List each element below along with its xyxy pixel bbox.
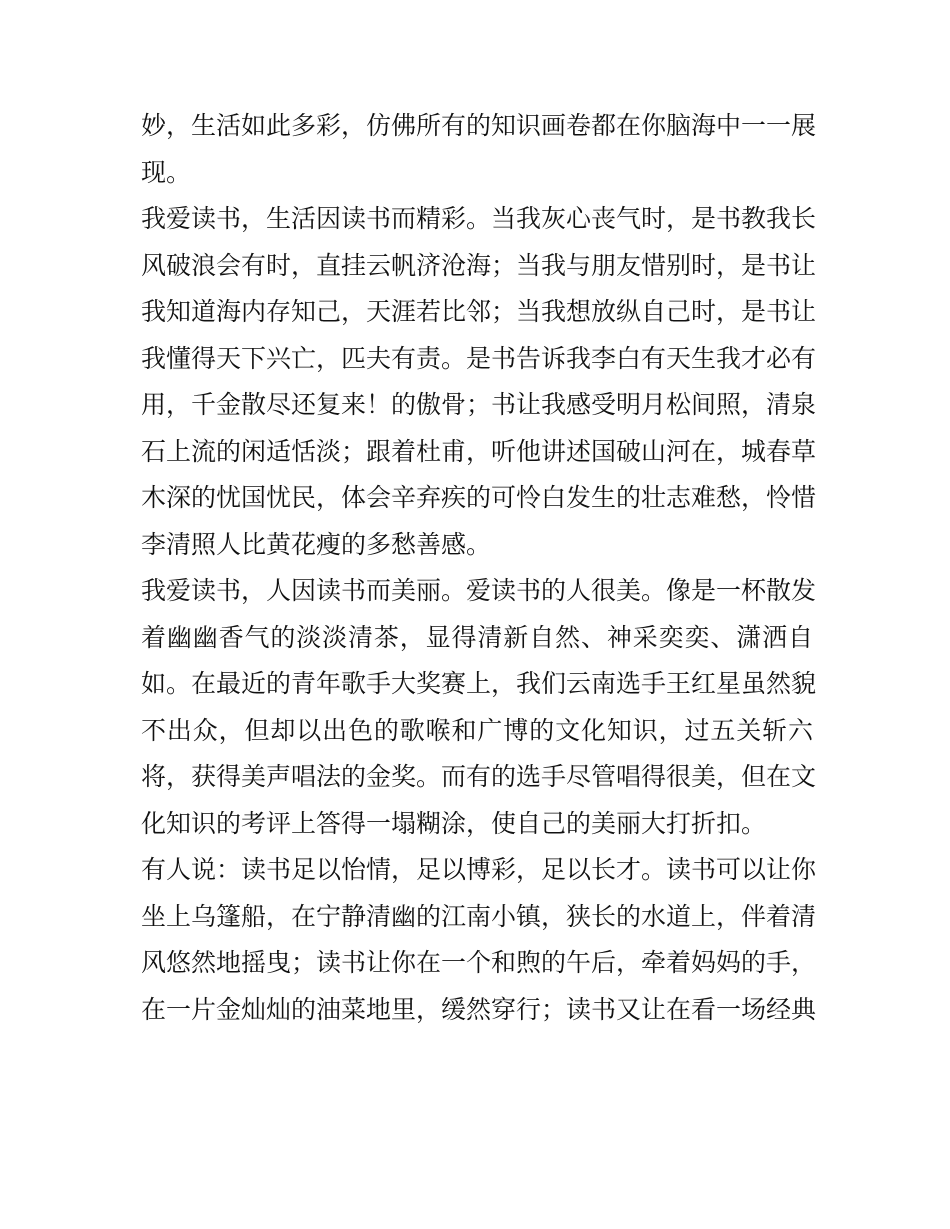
text-line: 风破浪会有时，直挂云帆济沧海；当我与朋友惜别时，是书让	[141, 250, 817, 280]
text-line: 有人说：读书足以怡情，足以博彩，足以长才。读书可以让你	[141, 855, 817, 884]
text-line: 我懂得天下兴亡，匹夫有责。是书告诉我李白有天生我才必有	[141, 343, 817, 373]
text-line: 用，千金散尽还复来！的傲骨；书让我感受明月松间照，清泉	[141, 390, 817, 419]
text-line: 李清照人比黄花瘦的多愁善感。	[141, 529, 492, 559]
text-line: 着幽幽香气的淡淡清茶，显得清新自然、神采奕奕、潇洒自	[141, 622, 813, 652]
text-line: 现。	[141, 157, 192, 187]
text-line: 我知道海内存知己，天涯若比邻；当我想放纵自己时，是书让	[141, 297, 817, 326]
paragraph-1	[141, 103, 817, 196]
paragraph-2	[141, 196, 817, 568]
text-line: 将，获得美声唱法的金奖。而有的选手尽管唱得很美，但在文	[141, 762, 817, 791]
text-line: 石上流的闲适恬淡；跟着杜甫，听他讲述国破山河在，城春草	[141, 436, 817, 466]
text-line: 不出众，但却以出色的歌喉和广博的文化知识，过五关斩六	[141, 715, 813, 745]
text-line: 坐上乌篷船，在宁静清幽的江南小镇，狭长的水道上，伴着清	[141, 901, 817, 931]
text-line: 如。在最近的青年歌手大奖赛上，我们云南选手王红星虽然貌	[141, 669, 817, 698]
text-line: 木深的忧国忧民，体会辛弃疾的可怜白发生的壮志难愁，怜惜	[141, 483, 817, 512]
paragraph-3	[141, 568, 817, 847]
text-line: 我爱读书，人因读书而美丽。爱读书的人很美。像是一杯散发	[141, 576, 817, 605]
paragraph-4	[141, 847, 817, 1033]
document-body	[141, 103, 817, 1033]
text-line: 化知识的考评上答得一塌糊涂，使自己的美丽大打折扣。	[141, 808, 767, 838]
text-line: 妙，生活如此多彩，仿佛所有的知识画卷都在你脑海中一一展	[141, 111, 817, 140]
text-line: 风悠然地摇曳；读书让你在一个和煦的午后，牵着妈妈的手，	[141, 948, 817, 977]
text-line: 在一片金灿灿的油菜地里，缓然穿行；读书又让在看一场经典	[141, 994, 817, 1024]
text-line: 我爱读书，生活因读书而精彩。当我灰心丧气时，是书教我长	[141, 204, 817, 233]
